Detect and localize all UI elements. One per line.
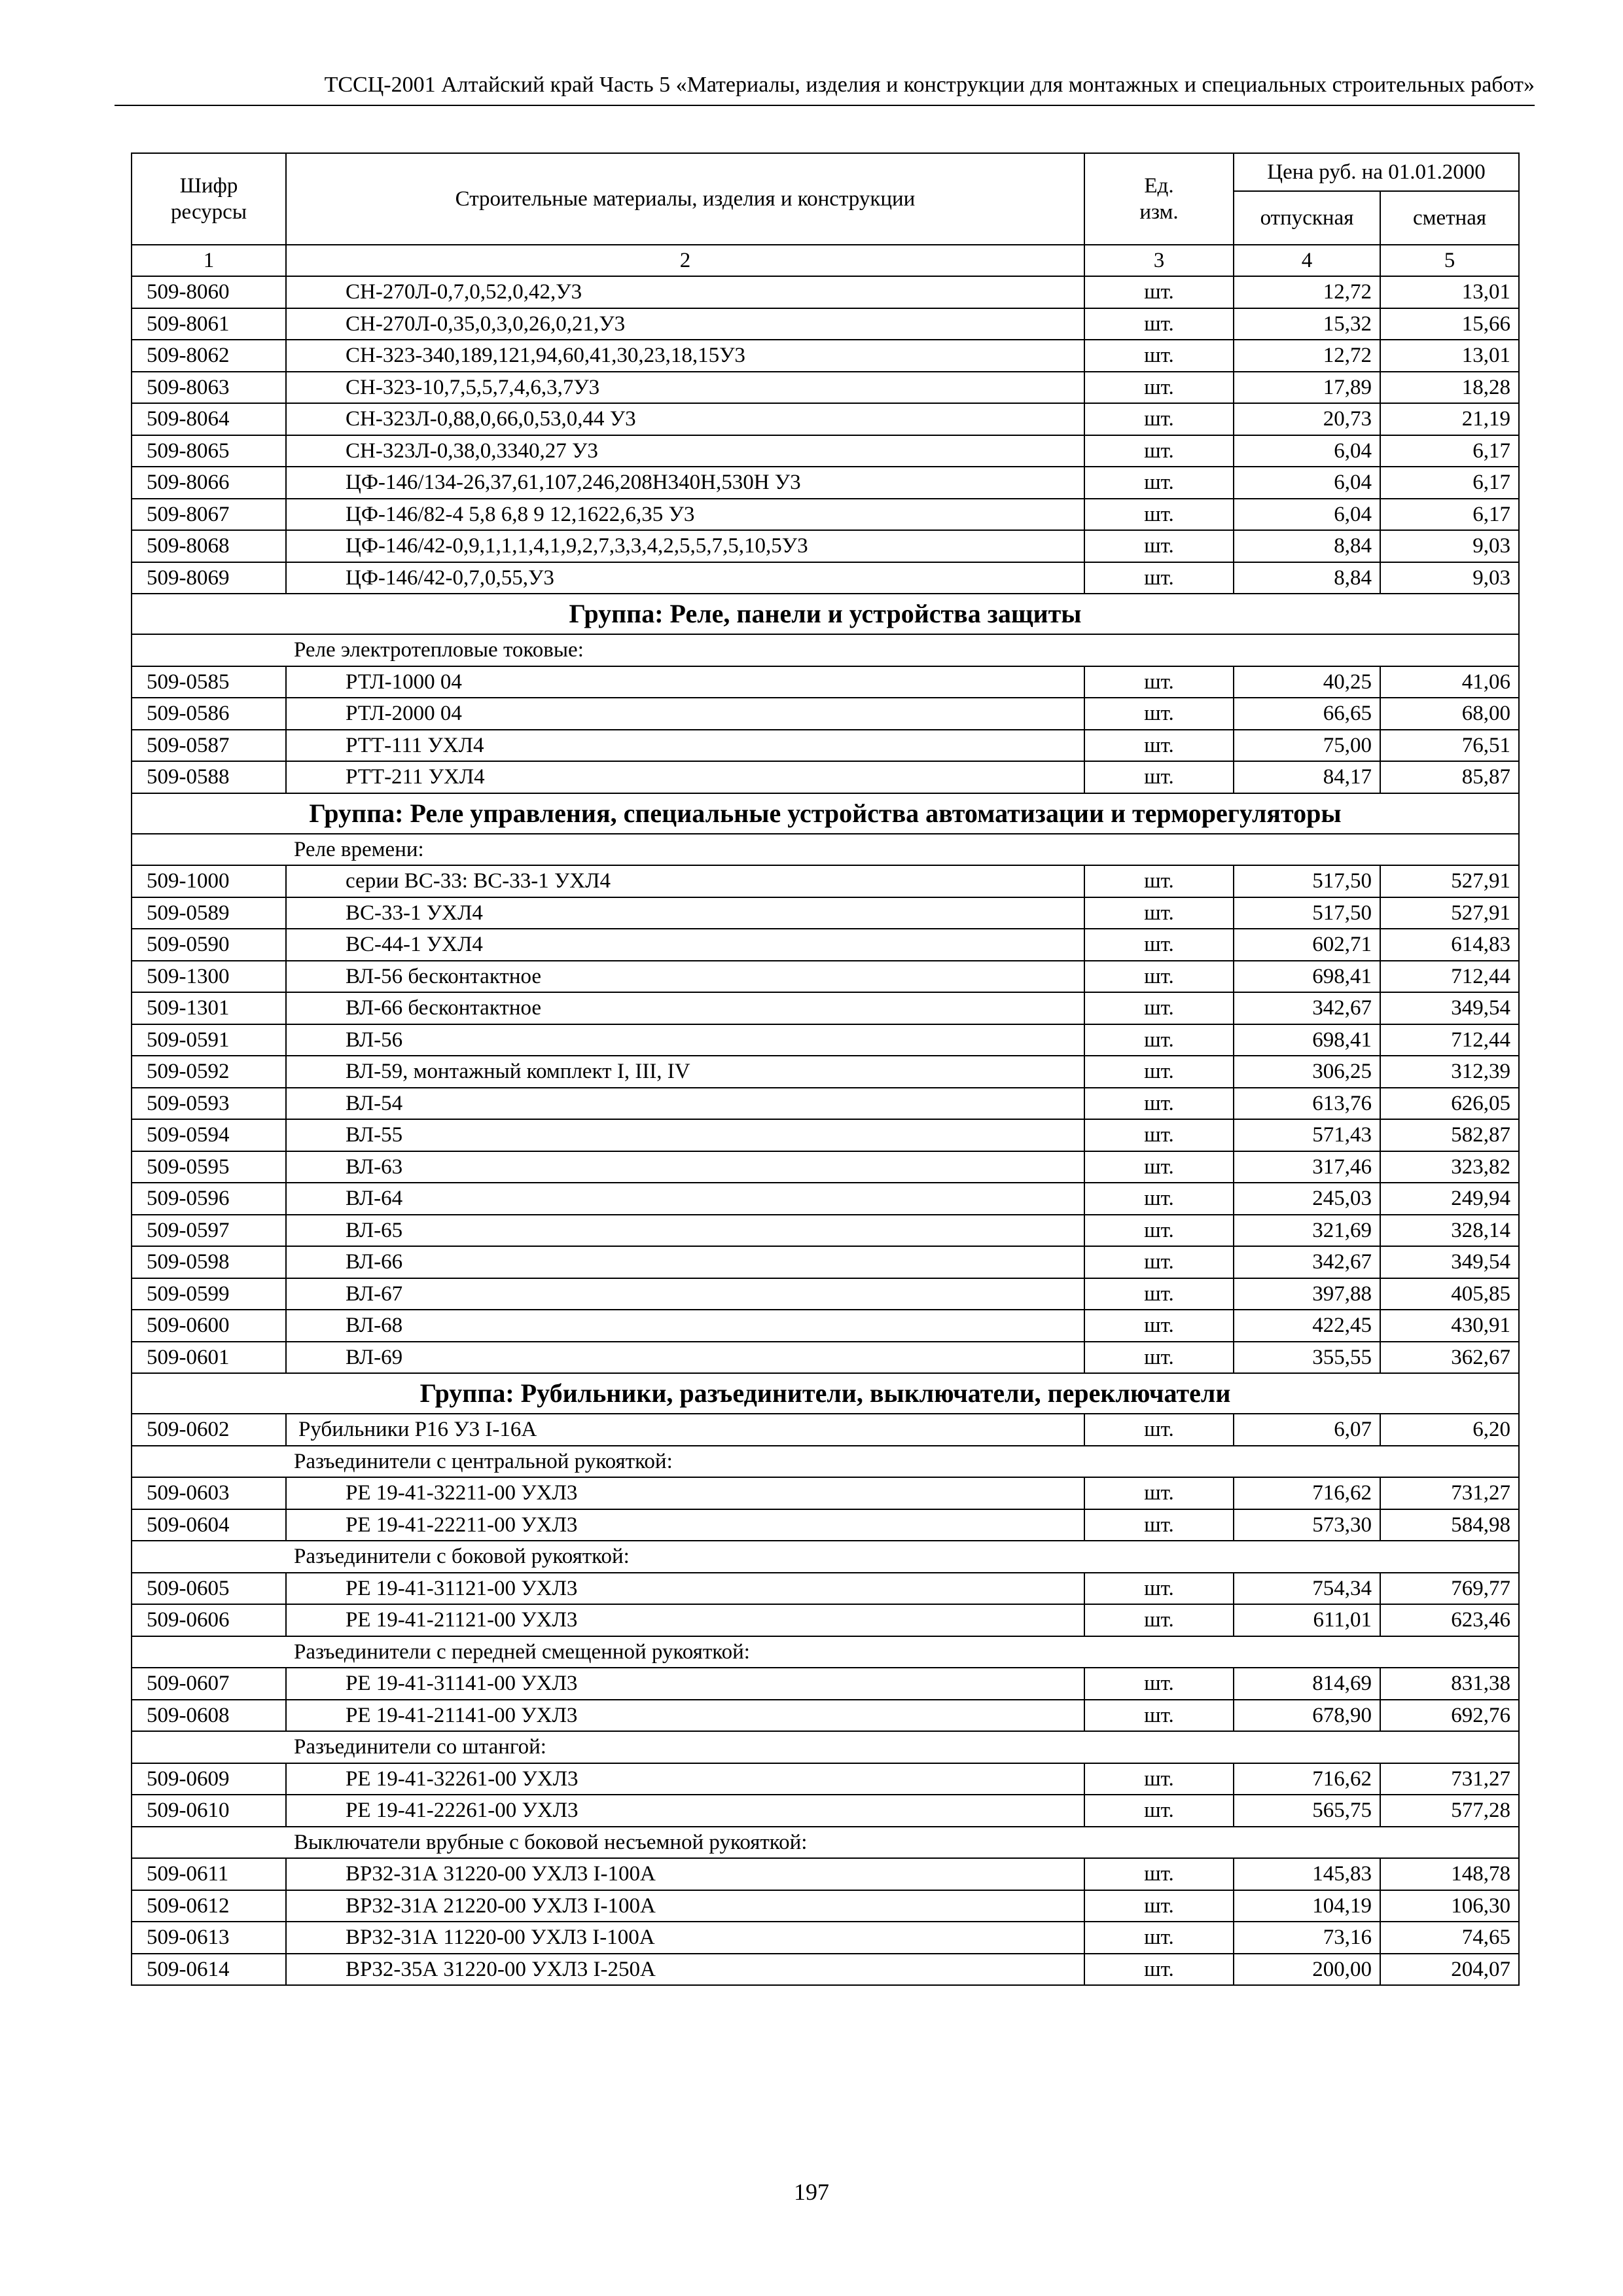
resource-code: 509-1000 — [132, 865, 286, 897]
subgroup-heading-row — [132, 1636, 1519, 1668]
resource-code: 509-8061 — [132, 308, 286, 340]
material-name: ВЛ-63 — [286, 1151, 1084, 1183]
material-name: ВС-33-1 УХЛ4 — [286, 897, 1084, 929]
estimate-price: 85,87 — [1380, 761, 1519, 793]
release-price: 84,17 — [1234, 761, 1380, 793]
table-row — [132, 435, 1519, 467]
release-price: 245,03 — [1234, 1183, 1380, 1215]
resource-code: 509-0590 — [132, 929, 286, 961]
table-head — [132, 153, 1519, 245]
subgroup-heading: Разъединители с центральной рукояткой: — [132, 1446, 1519, 1478]
estimate-price: 362,67 — [1380, 1342, 1519, 1374]
unit-of-measure: шт. — [1084, 1890, 1234, 1922]
unit-of-measure: шт. — [1084, 467, 1234, 499]
resource-code: 509-0601 — [132, 1342, 286, 1374]
table-row — [132, 1310, 1519, 1342]
release-price: 15,32 — [1234, 308, 1380, 340]
release-price: 355,55 — [1234, 1342, 1380, 1374]
resource-code: 509-0610 — [132, 1795, 286, 1827]
table-row — [132, 562, 1519, 594]
column-number: 2 — [286, 245, 1084, 276]
resource-code: 509-0596 — [132, 1183, 286, 1215]
table-row — [132, 1477, 1519, 1509]
table-row — [132, 1922, 1519, 1954]
table-row — [132, 1954, 1519, 1986]
subgroup-heading: Разъединители с передней смещенной рукояткой: — [132, 1636, 1519, 1668]
resource-code: 509-0613 — [132, 1922, 286, 1954]
subgroup-heading-row — [132, 1731, 1519, 1763]
table-row — [132, 1700, 1519, 1732]
table-row — [132, 276, 1519, 308]
estimate-price: 148,78 — [1380, 1858, 1519, 1890]
table-row — [132, 1151, 1519, 1183]
resource-code: 509-8065 — [132, 435, 286, 467]
subgroup-heading: Реле электротепловые токовые: — [132, 634, 1519, 666]
resource-code: 509-0602 — [132, 1414, 286, 1446]
price-table-container — [131, 152, 1518, 1986]
estimate-price: 582,87 — [1380, 1119, 1519, 1151]
material-name: ВЛ-54 — [286, 1088, 1084, 1120]
release-price: 6,04 — [1234, 467, 1380, 499]
resource-code: 509-0605 — [132, 1573, 286, 1605]
material-name: РЕ 19-41-31121-00 УХЛ3 — [286, 1573, 1084, 1605]
resource-code: 509-0593 — [132, 1088, 286, 1120]
material-name: ЦФ-146/42-0,7,0,55,У3 — [286, 562, 1084, 594]
estimate-price: 430,91 — [1380, 1310, 1519, 1342]
release-price: 716,62 — [1234, 1477, 1380, 1509]
table-row — [132, 1573, 1519, 1605]
estimate-price: 614,83 — [1380, 929, 1519, 961]
table-row — [132, 730, 1519, 762]
estimate-price: 18,28 — [1380, 372, 1519, 404]
unit-of-measure: шт. — [1084, 435, 1234, 467]
subgroup-heading: Разъединители со штангой: — [132, 1731, 1519, 1763]
table-row — [132, 372, 1519, 404]
table-row — [132, 403, 1519, 435]
table-row — [132, 1763, 1519, 1795]
unit-of-measure: шт. — [1084, 865, 1234, 897]
estimate-price: 328,14 — [1380, 1215, 1519, 1247]
resource-code: 509-0607 — [132, 1668, 286, 1700]
resource-code: 509-0604 — [132, 1509, 286, 1541]
estimate-price: 349,54 — [1380, 992, 1519, 1024]
unit-of-measure: шт. — [1084, 340, 1234, 372]
release-price: 611,01 — [1234, 1604, 1380, 1636]
release-price: 814,69 — [1234, 1668, 1380, 1700]
estimate-price: 6,17 — [1380, 467, 1519, 499]
material-name: СН-323-10,7,5,5,7,4,6,3,7У3 — [286, 372, 1084, 404]
unit-of-measure: шт. — [1084, 372, 1234, 404]
resource-code: 509-0586 — [132, 698, 286, 730]
release-price: 698,41 — [1234, 961, 1380, 993]
header-code: Шифр ресурсы — [132, 153, 286, 245]
table-row — [132, 929, 1519, 961]
material-name: РЕ 19-41-32261-00 УХЛ3 — [286, 1763, 1084, 1795]
estimate-price: 76,51 — [1380, 730, 1519, 762]
material-name: ВЛ-65 — [286, 1215, 1084, 1247]
estimate-price: 831,38 — [1380, 1668, 1519, 1700]
release-price: 321,69 — [1234, 1215, 1380, 1247]
release-price: 12,72 — [1234, 340, 1380, 372]
material-name: РЕ 19-41-32211-00 УХЛ3 — [286, 1477, 1084, 1509]
estimate-price: 769,77 — [1380, 1573, 1519, 1605]
resource-code: 509-0585 — [132, 666, 286, 698]
table-row — [132, 1795, 1519, 1827]
table-row — [132, 1246, 1519, 1278]
release-price: 517,50 — [1234, 897, 1380, 929]
release-price: 306,25 — [1234, 1056, 1380, 1088]
unit-of-measure: шт. — [1084, 1024, 1234, 1056]
material-name: РЕ 19-41-21141-00 УХЛ3 — [286, 1700, 1084, 1732]
table-row — [132, 499, 1519, 531]
resource-code: 509-0594 — [132, 1119, 286, 1151]
header-rule — [115, 105, 1535, 106]
unit-of-measure: шт. — [1084, 666, 1234, 698]
material-name: ВЛ-66 бесконтактное — [286, 992, 1084, 1024]
table-row — [132, 1342, 1519, 1374]
estimate-price: 626,05 — [1380, 1088, 1519, 1120]
release-price: 20,73 — [1234, 403, 1380, 435]
table-row — [132, 698, 1519, 730]
resource-code: 509-8066 — [132, 467, 286, 499]
column-number: 4 — [1234, 245, 1380, 276]
table-row — [132, 1056, 1519, 1088]
release-price: 104,19 — [1234, 1890, 1380, 1922]
release-price: 754,34 — [1234, 1573, 1380, 1605]
group-heading: Группа: Рубильники, разъединители, выключатели, переключатели — [132, 1373, 1519, 1414]
estimate-price: 68,00 — [1380, 698, 1519, 730]
release-price: 12,72 — [1234, 276, 1380, 308]
unit-of-measure: шт. — [1084, 1215, 1234, 1247]
estimate-price: 6,17 — [1380, 435, 1519, 467]
group-heading-row — [132, 594, 1519, 634]
release-price: 75,00 — [1234, 730, 1380, 762]
group-heading-row — [132, 793, 1519, 834]
unit-of-measure: шт. — [1084, 1858, 1234, 1890]
release-price: 17,89 — [1234, 372, 1380, 404]
estimate-price: 527,91 — [1380, 865, 1519, 897]
table-row — [132, 530, 1519, 562]
resource-code: 509-0608 — [132, 1700, 286, 1732]
header-unit: Ед. изм. — [1084, 153, 1234, 245]
table-row — [132, 1088, 1519, 1120]
material-name: СН-323Л-0,38,0,3340,27 У3 — [286, 435, 1084, 467]
release-price: 6,07 — [1234, 1414, 1380, 1446]
release-price: 200,00 — [1234, 1954, 1380, 1986]
resource-code: 509-8063 — [132, 372, 286, 404]
material-name: РТТ-211 УХЛ4 — [286, 761, 1084, 793]
table-row — [132, 1604, 1519, 1636]
material-name: серии ВС-33: ВС-33-1 УХЛ4 — [286, 865, 1084, 897]
resource-code: 509-0600 — [132, 1310, 286, 1342]
unit-of-measure: шт. — [1084, 562, 1234, 594]
resource-code: 509-0612 — [132, 1890, 286, 1922]
resource-code: 509-0606 — [132, 1604, 286, 1636]
unit-of-measure: шт. — [1084, 308, 1234, 340]
table-row — [132, 992, 1519, 1024]
estimate-price: 323,82 — [1380, 1151, 1519, 1183]
material-name: ЦФ-146/134-26,37,61,107,246,208Н340Н,530Н У3 — [286, 467, 1084, 499]
estimate-price: 527,91 — [1380, 897, 1519, 929]
material-name: ВР32-35А 31220-00 УХЛ3 I-250А — [286, 1954, 1084, 1986]
unit-of-measure: шт. — [1084, 1763, 1234, 1795]
resource-code: 509-0592 — [132, 1056, 286, 1088]
material-name: СН-270Л-0,35,0,3,0,26,0,21,У3 — [286, 308, 1084, 340]
release-price: 698,41 — [1234, 1024, 1380, 1056]
unit-of-measure: шт. — [1084, 1246, 1234, 1278]
unit-of-measure: шт. — [1084, 499, 1234, 531]
material-name: СН-270Л-0,7,0,52,0,42,У3 — [286, 276, 1084, 308]
material-name: ВЛ-55 — [286, 1119, 1084, 1151]
unit-of-measure: шт. — [1084, 1509, 1234, 1541]
material-name: ВЛ-67 — [286, 1278, 1084, 1310]
unit-of-measure: шт. — [1084, 1414, 1234, 1446]
table-row — [132, 1858, 1519, 1890]
unit-of-measure: шт. — [1084, 1795, 1234, 1827]
table-row — [132, 865, 1519, 897]
table-body — [132, 245, 1519, 1985]
resource-code: 509-8068 — [132, 530, 286, 562]
unit-of-measure: шт. — [1084, 403, 1234, 435]
table-row — [132, 961, 1519, 993]
material-name: ЦФ-146/42-0,9,1,1,1,4,1,9,2,7,3,3,4,2,5,5,7,5,10,5У3 — [286, 530, 1084, 562]
unit-of-measure: шт. — [1084, 897, 1234, 929]
resource-code: 509-0603 — [132, 1477, 286, 1509]
unit-of-measure: шт. — [1084, 1310, 1234, 1342]
header-name: Строительные материалы, изделия и конструкции — [286, 153, 1084, 245]
unit-of-measure: шт. — [1084, 1922, 1234, 1954]
unit-of-measure: шт. — [1084, 1668, 1234, 1700]
estimate-price: 15,66 — [1380, 308, 1519, 340]
resource-code: 509-0587 — [132, 730, 286, 762]
resource-code: 509-0598 — [132, 1246, 286, 1278]
release-price: 613,76 — [1234, 1088, 1380, 1120]
estimate-price: 731,27 — [1380, 1477, 1519, 1509]
estimate-price: 731,27 — [1380, 1763, 1519, 1795]
material-name: РЕ 19-41-22211-00 УХЛ3 — [286, 1509, 1084, 1541]
table-row — [132, 1215, 1519, 1247]
unit-of-measure: шт. — [1084, 1278, 1234, 1310]
subgroup-heading: Разъединители с боковой рукояткой: — [132, 1541, 1519, 1573]
estimate-price: 6,20 — [1380, 1414, 1519, 1446]
estimate-price: 9,03 — [1380, 530, 1519, 562]
release-price: 716,62 — [1234, 1763, 1380, 1795]
release-price: 145,83 — [1234, 1858, 1380, 1890]
unit-of-measure: шт. — [1084, 929, 1234, 961]
unit-of-measure: шт. — [1084, 1056, 1234, 1088]
material-name: ВЛ-59, монтажный комплект I, III, IV — [286, 1056, 1084, 1088]
resource-code: 509-0588 — [132, 761, 286, 793]
unit-of-measure: шт. — [1084, 1342, 1234, 1374]
material-name: ВС-44-1 УХЛ4 — [286, 929, 1084, 961]
material-name: ВЛ-64 — [286, 1183, 1084, 1215]
material-name: ВЛ-56 бесконтактное — [286, 961, 1084, 993]
estimate-price: 577,28 — [1380, 1795, 1519, 1827]
material-name: ВЛ-56 — [286, 1024, 1084, 1056]
unit-of-measure: шт. — [1084, 961, 1234, 993]
column-number: 1 — [132, 245, 286, 276]
release-price: 6,04 — [1234, 499, 1380, 531]
material-name: РЕ 19-41-22261-00 УХЛ3 — [286, 1795, 1084, 1827]
resource-code: 509-0599 — [132, 1278, 286, 1310]
resource-code: 509-8067 — [132, 499, 286, 531]
subgroup-heading-row — [132, 634, 1519, 666]
table-row — [132, 1119, 1519, 1151]
resource-code: 509-8064 — [132, 403, 286, 435]
unit-of-measure: шт. — [1084, 1151, 1234, 1183]
resource-code: 509-0614 — [132, 1954, 286, 1986]
release-price: 8,84 — [1234, 530, 1380, 562]
estimate-price: 204,07 — [1380, 1954, 1519, 1986]
material-name: ВР32-31А 31220-00 УХЛ3 I-100А — [286, 1858, 1084, 1890]
estimate-price: 712,44 — [1380, 1024, 1519, 1056]
group-heading: Группа: Реле управления, специальные устройства автоматизации и терморегуляторы — [132, 793, 1519, 834]
material-name: ЦФ-146/82-4 5,8 6,8 9 12,1622,6,35 У3 — [286, 499, 1084, 531]
release-price: 422,45 — [1234, 1310, 1380, 1342]
header-release-price: отпускная — [1234, 191, 1380, 245]
unit-of-measure: шт. — [1084, 1477, 1234, 1509]
material-name: РТЛ-1000 04 — [286, 666, 1084, 698]
page-header: ТССЦ-2001 Алтайский край Часть 5 «Материалы, изделия и конструкции для монтажных и специальных строительных работ» — [324, 73, 1535, 97]
unit-of-measure: шт. — [1084, 761, 1234, 793]
resource-code: 509-8060 — [132, 276, 286, 308]
release-price: 397,88 — [1234, 1278, 1380, 1310]
release-price: 317,46 — [1234, 1151, 1380, 1183]
unit-of-measure: шт. — [1084, 1088, 1234, 1120]
release-price: 40,25 — [1234, 666, 1380, 698]
material-name: СН-323Л-0,88,0,66,0,53,0,44 У3 — [286, 403, 1084, 435]
table-row — [132, 1509, 1519, 1541]
estimate-price: 106,30 — [1380, 1890, 1519, 1922]
subgroup-heading: Выключатели врубные с боковой несъемной рукояткой: — [132, 1827, 1519, 1859]
table-row — [132, 1414, 1519, 1446]
unit-of-measure: шт. — [1084, 276, 1234, 308]
release-price: 73,16 — [1234, 1922, 1380, 1954]
resource-code: 509-1301 — [132, 992, 286, 1024]
estimate-price: 623,46 — [1380, 1604, 1519, 1636]
material-name: ВЛ-68 — [286, 1310, 1084, 1342]
subgroup-heading-row — [132, 1446, 1519, 1478]
material-name: РЕ 19-41-31141-00 УХЛ3 — [286, 1668, 1084, 1700]
release-price: 342,67 — [1234, 1246, 1380, 1278]
resource-code: 509-0591 — [132, 1024, 286, 1056]
unit-of-measure: шт. — [1084, 992, 1234, 1024]
material-name: РТТ-111 УХЛ4 — [286, 730, 1084, 762]
subgroup-heading-row — [132, 1827, 1519, 1859]
material-name: РЕ 19-41-21121-00 УХЛ3 — [286, 1604, 1084, 1636]
resource-code: 509-8069 — [132, 562, 286, 594]
estimate-price: 41,06 — [1380, 666, 1519, 698]
material-name: РТЛ-2000 04 — [286, 698, 1084, 730]
estimate-price: 584,98 — [1380, 1509, 1519, 1541]
unit-of-measure: шт. — [1084, 1573, 1234, 1605]
estimate-price: 712,44 — [1380, 961, 1519, 993]
table-row — [132, 1668, 1519, 1700]
estimate-price: 13,01 — [1380, 340, 1519, 372]
estimate-price: 21,19 — [1380, 403, 1519, 435]
material-name: ВР32-31А 11220-00 УХЛ3 I-100А — [286, 1922, 1084, 1954]
material-name: ВЛ-66 — [286, 1246, 1084, 1278]
table-row — [132, 308, 1519, 340]
table-row — [132, 761, 1519, 793]
unit-of-measure: шт. — [1084, 1119, 1234, 1151]
release-price: 573,30 — [1234, 1509, 1380, 1541]
subgroup-heading: Реле времени: — [132, 834, 1519, 866]
estimate-price: 349,54 — [1380, 1246, 1519, 1278]
price-table — [131, 152, 1520, 1986]
resource-code: 509-1300 — [132, 961, 286, 993]
group-heading: Группа: Реле, панели и устройства защиты — [132, 594, 1519, 634]
release-price: 602,71 — [1234, 929, 1380, 961]
unit-of-measure: шт. — [1084, 1183, 1234, 1215]
release-price: 342,67 — [1234, 992, 1380, 1024]
table-row — [132, 1024, 1519, 1056]
estimate-price: 692,76 — [1380, 1700, 1519, 1732]
resource-code: 509-0611 — [132, 1858, 286, 1890]
column-number: 5 — [1380, 245, 1519, 276]
group-heading-row — [132, 1373, 1519, 1414]
unit-of-measure: шт. — [1084, 530, 1234, 562]
table-row — [132, 340, 1519, 372]
release-price: 66,65 — [1234, 698, 1380, 730]
release-price: 571,43 — [1234, 1119, 1380, 1151]
estimate-price: 6,17 — [1380, 499, 1519, 531]
estimate-price: 405,85 — [1380, 1278, 1519, 1310]
resource-code: 509-0595 — [132, 1151, 286, 1183]
subgroup-heading-row — [132, 834, 1519, 866]
column-number: 3 — [1084, 245, 1234, 276]
table-row — [132, 1890, 1519, 1922]
release-price: 678,90 — [1234, 1700, 1380, 1732]
resource-code: 509-0597 — [132, 1215, 286, 1247]
material-name: СН-323-340,189,121,94,60,41,30,23,18,15У3 — [286, 340, 1084, 372]
subgroup-heading-row — [132, 1541, 1519, 1573]
column-number-row — [132, 245, 1519, 276]
release-price: 565,75 — [1234, 1795, 1380, 1827]
table-row — [132, 467, 1519, 499]
estimate-price: 312,39 — [1380, 1056, 1519, 1088]
header-estimate-price: сметная — [1380, 191, 1519, 245]
table-row — [132, 1278, 1519, 1310]
unit-of-measure: шт. — [1084, 730, 1234, 762]
release-price: 6,04 — [1234, 435, 1380, 467]
header-price: Цена руб. на 01.01.2000 — [1234, 153, 1519, 191]
unit-of-measure: шт. — [1084, 1604, 1234, 1636]
estimate-price: 9,03 — [1380, 562, 1519, 594]
estimate-price: 249,94 — [1380, 1183, 1519, 1215]
unit-of-measure: шт. — [1084, 698, 1234, 730]
release-price: 517,50 — [1234, 865, 1380, 897]
material-name: Рубильники Р16 У3 I-16А — [286, 1414, 1084, 1446]
material-name: ВЛ-69 — [286, 1342, 1084, 1374]
unit-of-measure: шт. — [1084, 1954, 1234, 1986]
table-row — [132, 666, 1519, 698]
table-row — [132, 1183, 1519, 1215]
estimate-price: 74,65 — [1380, 1922, 1519, 1954]
estimate-price: 13,01 — [1380, 276, 1519, 308]
resource-code: 509-0589 — [132, 897, 286, 929]
release-price: 8,84 — [1234, 562, 1380, 594]
page-number: 197 — [794, 2179, 829, 2205]
resource-code: 509-0609 — [132, 1763, 286, 1795]
resource-code: 509-8062 — [132, 340, 286, 372]
table-row — [132, 897, 1519, 929]
unit-of-measure: шт. — [1084, 1700, 1234, 1732]
material-name: ВР32-31А 21220-00 УХЛ3 I-100А — [286, 1890, 1084, 1922]
